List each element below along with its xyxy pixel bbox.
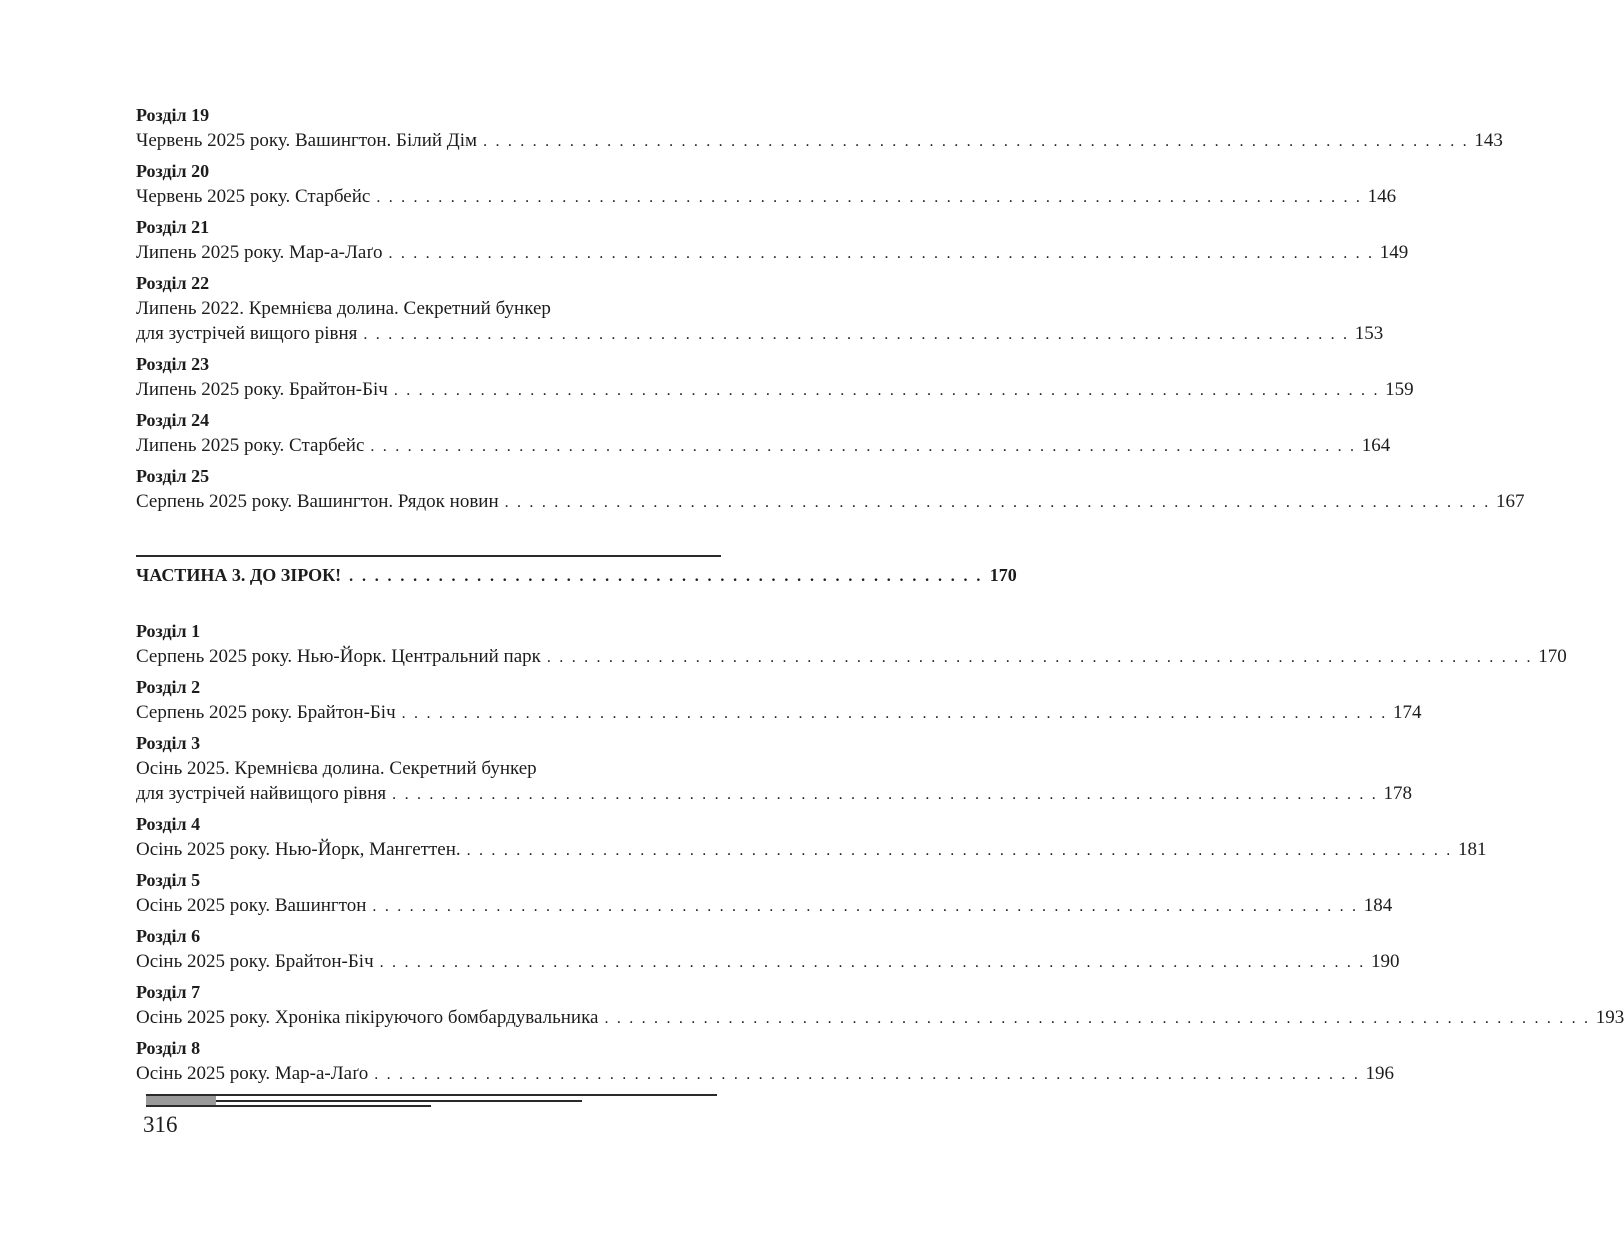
leader-dots: . . . . . . . . . . . . . . . . . . . . . . . . . . . . . . . . . . . . . . . . . . . . . . . . . . . . . . . . . . . . . . . . . . . . . . . . . . . . . . . . (604, 1010, 1591, 1027)
leader-dots: . . . . . . . . . . . . . . . . . . . . . . . . . . . . . . . . . . . . . . . . . . . . . . . . . . . . . . . . . . . . . . . . . . . . . . . . . . . . . . . . (546, 649, 1533, 666)
chapter-label: Розділ 24 (136, 410, 210, 430)
chapter-title: Червень 2025 року. Вашингтон. Білий Дім (136, 130, 478, 151)
chapter-title-row (136, 781, 1412, 806)
chapter-page-number: 149 (1379, 242, 1409, 263)
chapter-label: Розділ 8 (136, 1038, 201, 1058)
chapter-label: Розділ 25 (136, 466, 210, 486)
chapter-label: Розділ 7 (136, 982, 201, 1002)
chapter-title: Липень 2025 року. Старбейс (136, 435, 365, 456)
chapter-page-number: 174 (1392, 702, 1422, 723)
chapter-title: Липень 2025 року. Брайтон-Біч (136, 379, 388, 400)
chapter-title: Серпень 2025 року. Нью-Йорк. Центральний парк (136, 646, 541, 667)
chapter-title-row (136, 240, 1409, 265)
toc-entry[interactable] (136, 924, 1400, 974)
chapter-page-number: 178 (1383, 783, 1412, 804)
leader-dots: . . . . . . . . . . . . . . . . . . . . . . . . . . . . . . . . . . . . . . . . . . . . . . . . . . . . . . . . . . . . . . . . . . . . . . . . . . . . . . . . (372, 898, 1359, 915)
chapter-title-row (136, 433, 1391, 458)
chapter-title-row (136, 1005, 1624, 1030)
leader-dots: . . . . . . . . . . . . . . . . . . . . . . . . . . . . . . . . . . . . . . . . . . . . . . . . . . . . . . . . . . . . . . . . . . . . . . . . . . . . . . . . (483, 133, 1469, 150)
chapter-label: Розділ 6 (136, 926, 201, 946)
toc-entry[interactable] (136, 980, 1624, 1030)
leader-dots: . . . . . . . . . . . . . . . . . . . . . . . . . . . . . . . . . . . . . . . . . . . . . . . . . . . . . . . . . . . . . . . . . . . . . . . . . . . . . . . . (392, 786, 1378, 803)
toc-entry[interactable] (136, 464, 1525, 514)
chapter-page-number: 159 (1385, 379, 1414, 400)
toc-part-heading[interactable] (136, 563, 1017, 588)
chapter-title-row (136, 489, 1525, 514)
chapter-page-number: 143 (1474, 130, 1503, 151)
leader-dots: . . . . . . . . . . . . . . . . . . . . . . . . . . . . . . . . . . . . . . . . . . . . . . . . . . . . . . . . . . . . . . . . . . . . . . . . . . . . . . . . (379, 954, 1366, 971)
toc-entry[interactable] (136, 868, 1393, 918)
chapter-label: Розділ 2 (136, 677, 201, 697)
toc-entry[interactable] (136, 675, 1422, 725)
chapter-label: Розділ 19 (136, 105, 210, 125)
chapter-title-row (136, 700, 1422, 725)
leader-dots: . . . . . . . . . . . . . . . . . . . . . . . . . . . . . . . . . . . . . . . . . . . . . . . . . . . . . . . . . . . . . . . . . . . . . . . . . . . . . . . . (466, 842, 1453, 859)
chapter-title-row (136, 184, 1397, 209)
chapter-title-row (136, 949, 1400, 974)
chapter-title-row (136, 893, 1393, 918)
part-page-number: 170 (989, 565, 1017, 585)
leader-dots: . . . . . . . . . . . . . . . . . . . . . . . . . . . . . . . . . . . . . . . . . . . . . . . . . . . . . . . . . . . . . . . . . . . . . . . . . . . . . . . . (374, 1066, 1361, 1083)
leader-dots: . . . . . . . . . . . . . . . . . . . . . . . . . . . . . . . . . . . . . . . . . . . . . . . . . . . . . . . . . . . . . . . . . . . . . . . . . . . . . . . . (393, 382, 1380, 399)
leader-dots: . . . . . . . . . . . . . . . . . . . . . . . . . . . . . . . . . . . . . . . . . . . . . . . . . . . . . . . . . . . . . . . . . . . . . . . . . . . . . . . . (401, 705, 1388, 722)
leader-dots: . . . . . . . . . . . . . . . . . . . . . . . . . . . . . . . . . . . . . . . . . . . . . . . . . . . . . . . . . . . . . . . . . . . . . . . . . . . . . . . . (504, 494, 1491, 511)
part-divider-rule (136, 555, 721, 557)
chapter-title: Серпень 2025 року. Вашингтон. Рядок новин (136, 491, 499, 512)
chapter-title-line: Липень 2022. Кремнієва долина. Секретний бункер (136, 298, 551, 319)
chapter-title: Осінь 2025 року. Нью-Йорк, Мангеттен. (136, 839, 461, 860)
toc-entry[interactable] (136, 408, 1391, 458)
toc-section-part3 (136, 619, 1624, 1092)
chapter-label: Розділ 4 (136, 814, 201, 834)
chapter-label: Розділ 1 (136, 621, 201, 641)
footer-rule-top (146, 1094, 717, 1096)
chapter-page-number: 153 (1354, 323, 1384, 344)
chapter-label: Розділ 3 (136, 733, 201, 753)
toc-entry[interactable] (136, 731, 1412, 806)
leader-dots: . . . . . . . . . . . . . . . . . . . . . . . . . . . . . . . . . . . . . . . . . . . . . . . . . . . . . . . . . . . . . . . . . . . . . . . . . . . . . . . . (363, 326, 1350, 343)
chapter-title: Серпень 2025 року. Брайтон-Біч (136, 702, 396, 723)
chapter-title: Осінь 2025 року. Брайтон-Біч (136, 951, 374, 972)
chapter-title-row (136, 128, 1503, 153)
footer-rule-bottom (146, 1105, 431, 1107)
leader-dots: . . . . . . . . . . . . . . . . . . . . . . . . . . . . . . . . . . . . . . . . . . . . . . . . . . . . . . . . . . . . . . . . . . . . . . . . . . . . . . . . (376, 189, 1363, 206)
chapter-title-row (136, 644, 1567, 669)
chapter-title-row (136, 837, 1487, 862)
chapter-label: Розділ 20 (136, 161, 210, 181)
toc-entry[interactable] (136, 215, 1409, 265)
chapter-title-row (136, 377, 1414, 402)
chapter-label: Розділ 21 (136, 217, 210, 237)
chapter-label: Розділ 22 (136, 273, 210, 293)
chapter-page-number: 193 (1595, 1007, 1624, 1028)
chapter-title: Осінь 2025 року. Мар-а-Лаґо (136, 1063, 369, 1084)
chapter-title: Осінь 2025 року. Хроніка пікіруючого бомбардувальника (136, 1007, 599, 1028)
footer-gray-bar (146, 1096, 216, 1105)
leader-dots: . . . . . . . . . . . . . . . . . . . . . . . . . . . . . . . . . . . . . . . . . . . . . . . . . . (349, 568, 983, 585)
page-number: 316 (143, 1112, 178, 1137)
chapter-title: Червень 2025 року. Старбейс (136, 186, 371, 207)
toc-section-part2-end (136, 103, 1525, 520)
toc-entry[interactable] (136, 619, 1567, 669)
chapter-page-number: 184 (1363, 895, 1393, 916)
chapter-label: Розділ 5 (136, 870, 201, 890)
toc-entry[interactable] (136, 1036, 1395, 1086)
chapter-title: Осінь 2025 року. Вашингтон (136, 895, 367, 916)
chapter-title: для зустрічей вищого рівня (136, 323, 358, 344)
footer-rule-middle (216, 1100, 582, 1102)
part-title: ЧАСТИНА 3. ДО ЗІРОК! (136, 565, 342, 585)
leader-dots: . . . . . . . . . . . . . . . . . . . . . . . . . . . . . . . . . . . . . . . . . . . . . . . . . . . . . . . . . . . . . . . . . . . . . . . . . . . . . . . . (388, 245, 1375, 262)
chapter-title: для зустрічей найвищого рівня (136, 783, 387, 804)
toc-entry[interactable] (136, 271, 1384, 346)
chapter-page-number: 170 (1538, 646, 1567, 667)
toc-entry[interactable] (136, 352, 1414, 402)
chapter-label: Розділ 23 (136, 354, 210, 374)
toc-entry[interactable] (136, 159, 1397, 209)
chapter-page-number: 190 (1370, 951, 1400, 972)
leader-dots: . . . . . . . . . . . . . . . . . . . . . . . . . . . . . . . . . . . . . . . . . . . . . . . . . . . . . . . . . . . . . . . . . . . . . . . . . . . . . . . . (370, 438, 1357, 455)
chapter-title-row (136, 1061, 1395, 1086)
chapter-page-number: 146 (1367, 186, 1397, 207)
chapter-page-number: 196 (1365, 1063, 1395, 1084)
chapter-title-row (136, 321, 1384, 346)
chapter-page-number: 164 (1361, 435, 1391, 456)
toc-entry[interactable] (136, 812, 1487, 862)
chapter-page-number: 181 (1457, 839, 1487, 860)
toc-entry[interactable] (136, 103, 1503, 153)
chapter-title-line: Осінь 2025. Кремнієва долина. Секретний бункер (136, 758, 537, 779)
chapter-page-number: 167 (1495, 491, 1525, 512)
chapter-title: Липень 2025 року. Мар-а-Лаґо (136, 242, 383, 263)
